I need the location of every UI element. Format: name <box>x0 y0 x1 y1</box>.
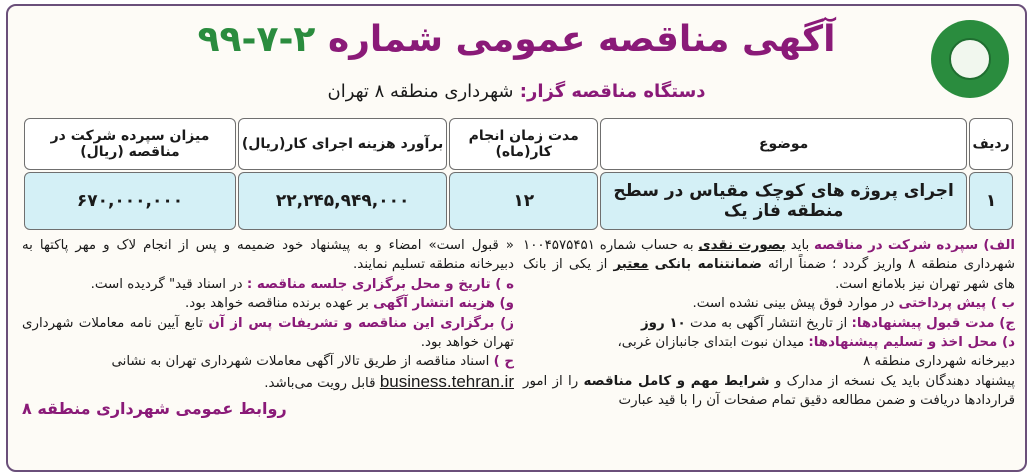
clause-h2-label: ح ) <box>493 354 514 370</box>
col-header-subject: موضوع <box>600 118 967 170</box>
clause-c-text: از تاریخ انتشار آگهی به مدت <box>690 315 848 331</box>
clause-e-text3: از امور قراردادها دریافت و ضمن مطالعه دقیق تمام صفحات آن را با قید عبارت <box>523 373 1015 409</box>
clause-v-label: و) هزینه انتشار آگهی <box>373 296 514 312</box>
tehran-municipality-logo-icon <box>931 20 1009 98</box>
clause-d-text: میدان نبوت ابتدای جانبازان غربی، <box>617 335 805 351</box>
clause-a <box>523 236 1015 294</box>
advert-body <box>22 236 1015 472</box>
clause-a-emph2: ضمانتنامه بانکی <box>654 257 762 273</box>
table-header-row <box>24 118 1013 170</box>
cell-duration: ۱۲ <box>449 172 598 230</box>
cell-row-number: ۱ <box>969 172 1013 230</box>
cell-subject: اجرای پروژه های کوچک مقیاس در سطح منطقه فاز یک <box>600 172 967 230</box>
clause-a-emph1: بصورت نقدی <box>698 238 786 253</box>
clause-d-cont: دبیرخانه شهرداری منطقه ۸ <box>863 354 1015 370</box>
clause-e-emph: شرایط مهم و کامل مناقصه <box>583 373 770 389</box>
clause-v-text: بر عهده برنده مناقصه خواهد بود. <box>185 296 369 312</box>
col-header-row-number: ردیف <box>969 118 1013 170</box>
clause-a-text1: باید <box>790 238 810 253</box>
clause-a-text3: ۱۰۰۴۵۷۵۴۵۱ شهرداری منطقه ۸ واریز گردد ؛ ضمناً ارائه <box>523 238 1016 273</box>
title-number: ۲-۷-۹۹ <box>197 19 316 60</box>
website-line <box>22 372 514 393</box>
title-word: شماره <box>327 19 443 60</box>
advert-title <box>138 14 895 66</box>
clause-b-text: در موارد فوق پیش بینی نشده است. <box>692 296 895 312</box>
cell-deposit: ۶۷۰,۰۰۰,۰۰۰ <box>24 172 236 230</box>
clause-c-emph: ۱۰ روز <box>640 315 686 331</box>
table-row <box>24 172 1013 230</box>
website-suffix: قابل رویت می‌باشد. <box>264 375 376 391</box>
cell-estimate: ۲۲,۲۴۵,۹۴۹,۰۰۰ <box>238 172 447 230</box>
clause-h <box>22 275 514 294</box>
clause-z <box>22 314 514 353</box>
clause-c-label: ج) مدت قبول پیشنهادها: <box>851 315 1015 331</box>
clause-e <box>523 372 1015 411</box>
advert-header <box>8 6 1025 114</box>
clause-h2 <box>22 352 514 371</box>
clause-h2-text: اسناد مناقصه از طریق تالار آگهی معاملات شهرداری تهران به نشانی <box>111 354 490 370</box>
public-relations-signature: روابط عمومی شهرداری منطقه ۸ <box>22 399 287 419</box>
clause-c <box>523 314 1015 333</box>
clause-b-label: ب ) پیش پرداختی <box>898 296 1015 312</box>
advert-frame <box>6 4 1027 472</box>
clause-a-label: الف) سپرده شرکت در مناقصه <box>814 238 1016 253</box>
clause-d <box>523 333 1015 352</box>
organizer-label: دستگاه مناقصه گزار: <box>519 81 706 102</box>
clause-a-text2: به حساب شماره <box>599 238 694 253</box>
organizer-value: شهرداری منطقه ۸ تهران <box>327 81 514 102</box>
footer-line <box>22 399 514 420</box>
col-header-deposit: میزان سپرده شرکت در مناقصه (ریال) <box>24 118 236 170</box>
title-main: آگهی مناقصه عمومی <box>455 19 836 60</box>
clause-d-label: د) محل اخذ و تسلیم پیشنهادها: <box>808 335 1015 351</box>
clause-z-text: تابع آیین نامه معاملات شهرداری تهران خواهد بود. <box>22 315 514 351</box>
clause-e-text2: را <box>568 373 579 389</box>
clause-b <box>523 294 1015 313</box>
body-left-column <box>22 236 514 421</box>
body-right-column <box>523 236 1015 411</box>
clause-h-label: ه ) تاریخ و محل برگزاری جلسه مناقصه : <box>246 276 514 292</box>
clause-h-text: در اسناد قید" گردیده است. <box>90 276 243 292</box>
website-link[interactable]: business.tehran.ir <box>379 371 514 391</box>
clause-a-emph3: معتبر <box>613 257 649 273</box>
logo-emblem <box>949 38 991 80</box>
clause-z-label: ز) برگزاری این مناقصه و تشریفات پس از آن <box>208 315 514 331</box>
clause-v <box>22 294 514 313</box>
col-header-duration: مدت زمان انجام کار(ماه) <box>449 118 598 170</box>
organizer-line <box>208 78 825 106</box>
col-header-estimate: برآورد هزینه اجرای کار(ریال) <box>238 118 447 170</box>
clause-a-text4: از یکی از بانک های شهر تهران نیز بلامانع است. <box>523 257 1015 292</box>
tender-table <box>22 116 1015 232</box>
accept-text: « قبول است» امضاء و به پیشنهاد خود ضمیمه و پس از انجام لاک و مهر پاکتها به دبیرخانه منطقه تسلیم نمایند. <box>22 238 514 273</box>
clause-e-text1: پیشنهاد دهندگان باید یک نسخه از مدارک و <box>774 373 1015 389</box>
